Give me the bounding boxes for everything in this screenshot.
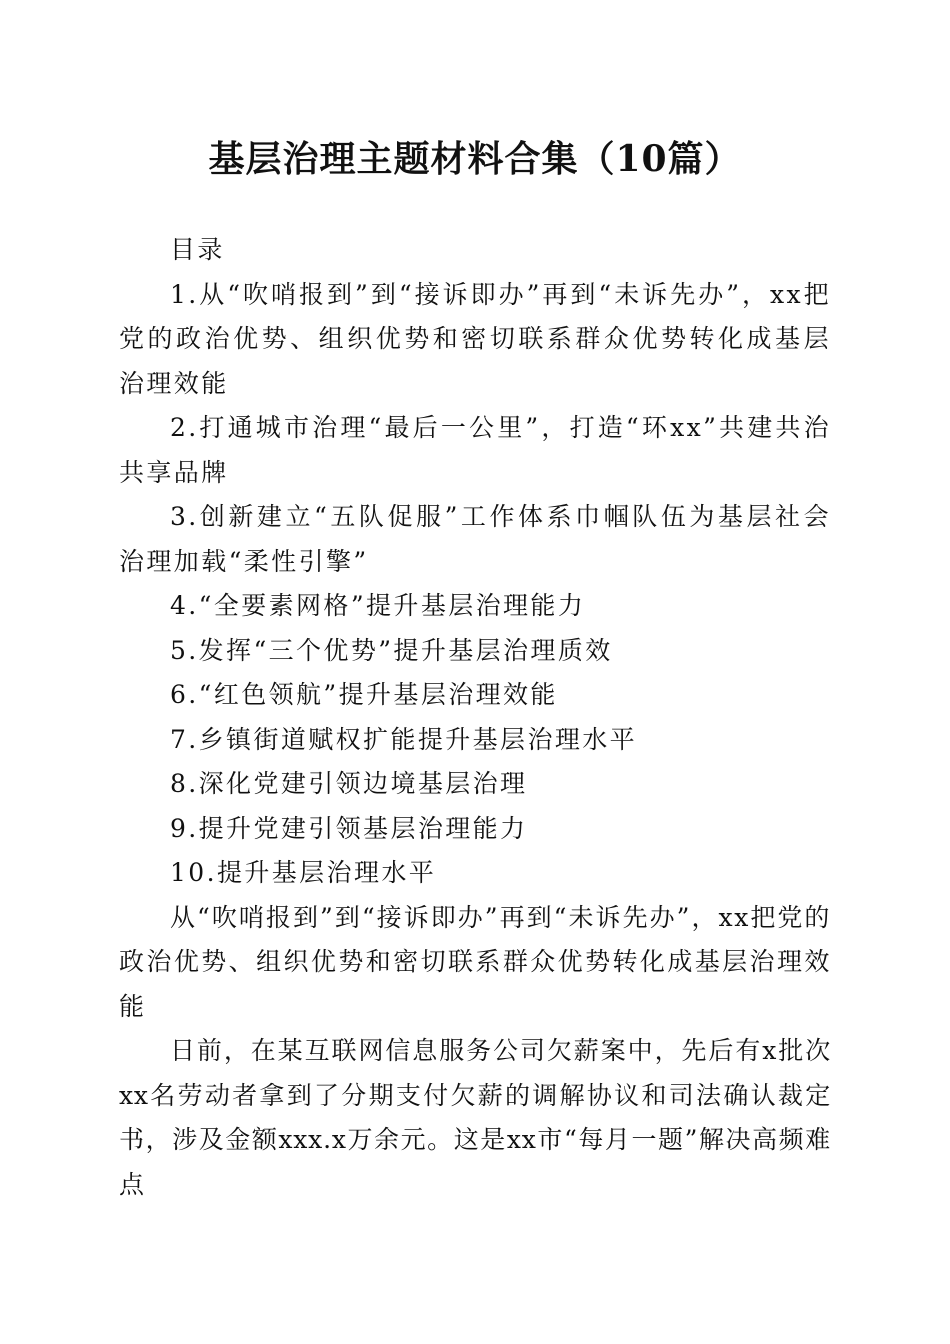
toc-item-7: 7.乡镇街道赋权扩能提升基层治理水平 [170, 724, 638, 754]
toc-item-3: 3.创新建立“五队促服”工作体系巾帼队伍为基层社会治理加载“柔性引擎” [119, 502, 831, 576]
toc-item-4: 4.“全要素网格”提升基层治理能力 [170, 591, 586, 620]
toc-item-9: 9.提升党建引领基层治理能力 [170, 813, 528, 843]
document-body [119, 228, 831, 1207]
article-heading: 从“吹哨报到”到“接诉即办”再到“未诉先办”，xx把党的政治优势、组织优势和密切联系群众优势转化成基层治理效能 [119, 902, 831, 1021]
toc-item-2: 2.打通城市治理“最后一公里”，打造“环xx”共建共治共享品牌 [119, 413, 831, 487]
toc-item-8: 8.深化党建引领边境基层治理 [170, 769, 528, 798]
article-paragraph: 日前，在某互联网信息服务公司欠薪案中，先后有x批次xx名劳动者拿到了分期支付欠薪的调解协议和司法确认裁定书，涉及金额xxx.x万余元。这是xx市“每月一题”解决高频难点 [119, 1036, 831, 1199]
toc-item-10: 10.提升基层治理水平 [170, 858, 437, 887]
toc-item-5: 5.发挥“三个优势”提升基层治理质效 [170, 635, 613, 665]
toc-item-1: 1.从“吹哨报到”到“接诉即办”再到“未诉先办”，xx把党的政治优势、组织优势和密切联系群众优势转化成基层治理效能 [119, 279, 831, 398]
document-title: 基层治理主题材料合集（10篇） [208, 138, 742, 180]
toc-heading: 目录 [170, 235, 225, 264]
toc-item-6: 6.“红色领航”提升基层治理效能 [170, 680, 558, 709]
